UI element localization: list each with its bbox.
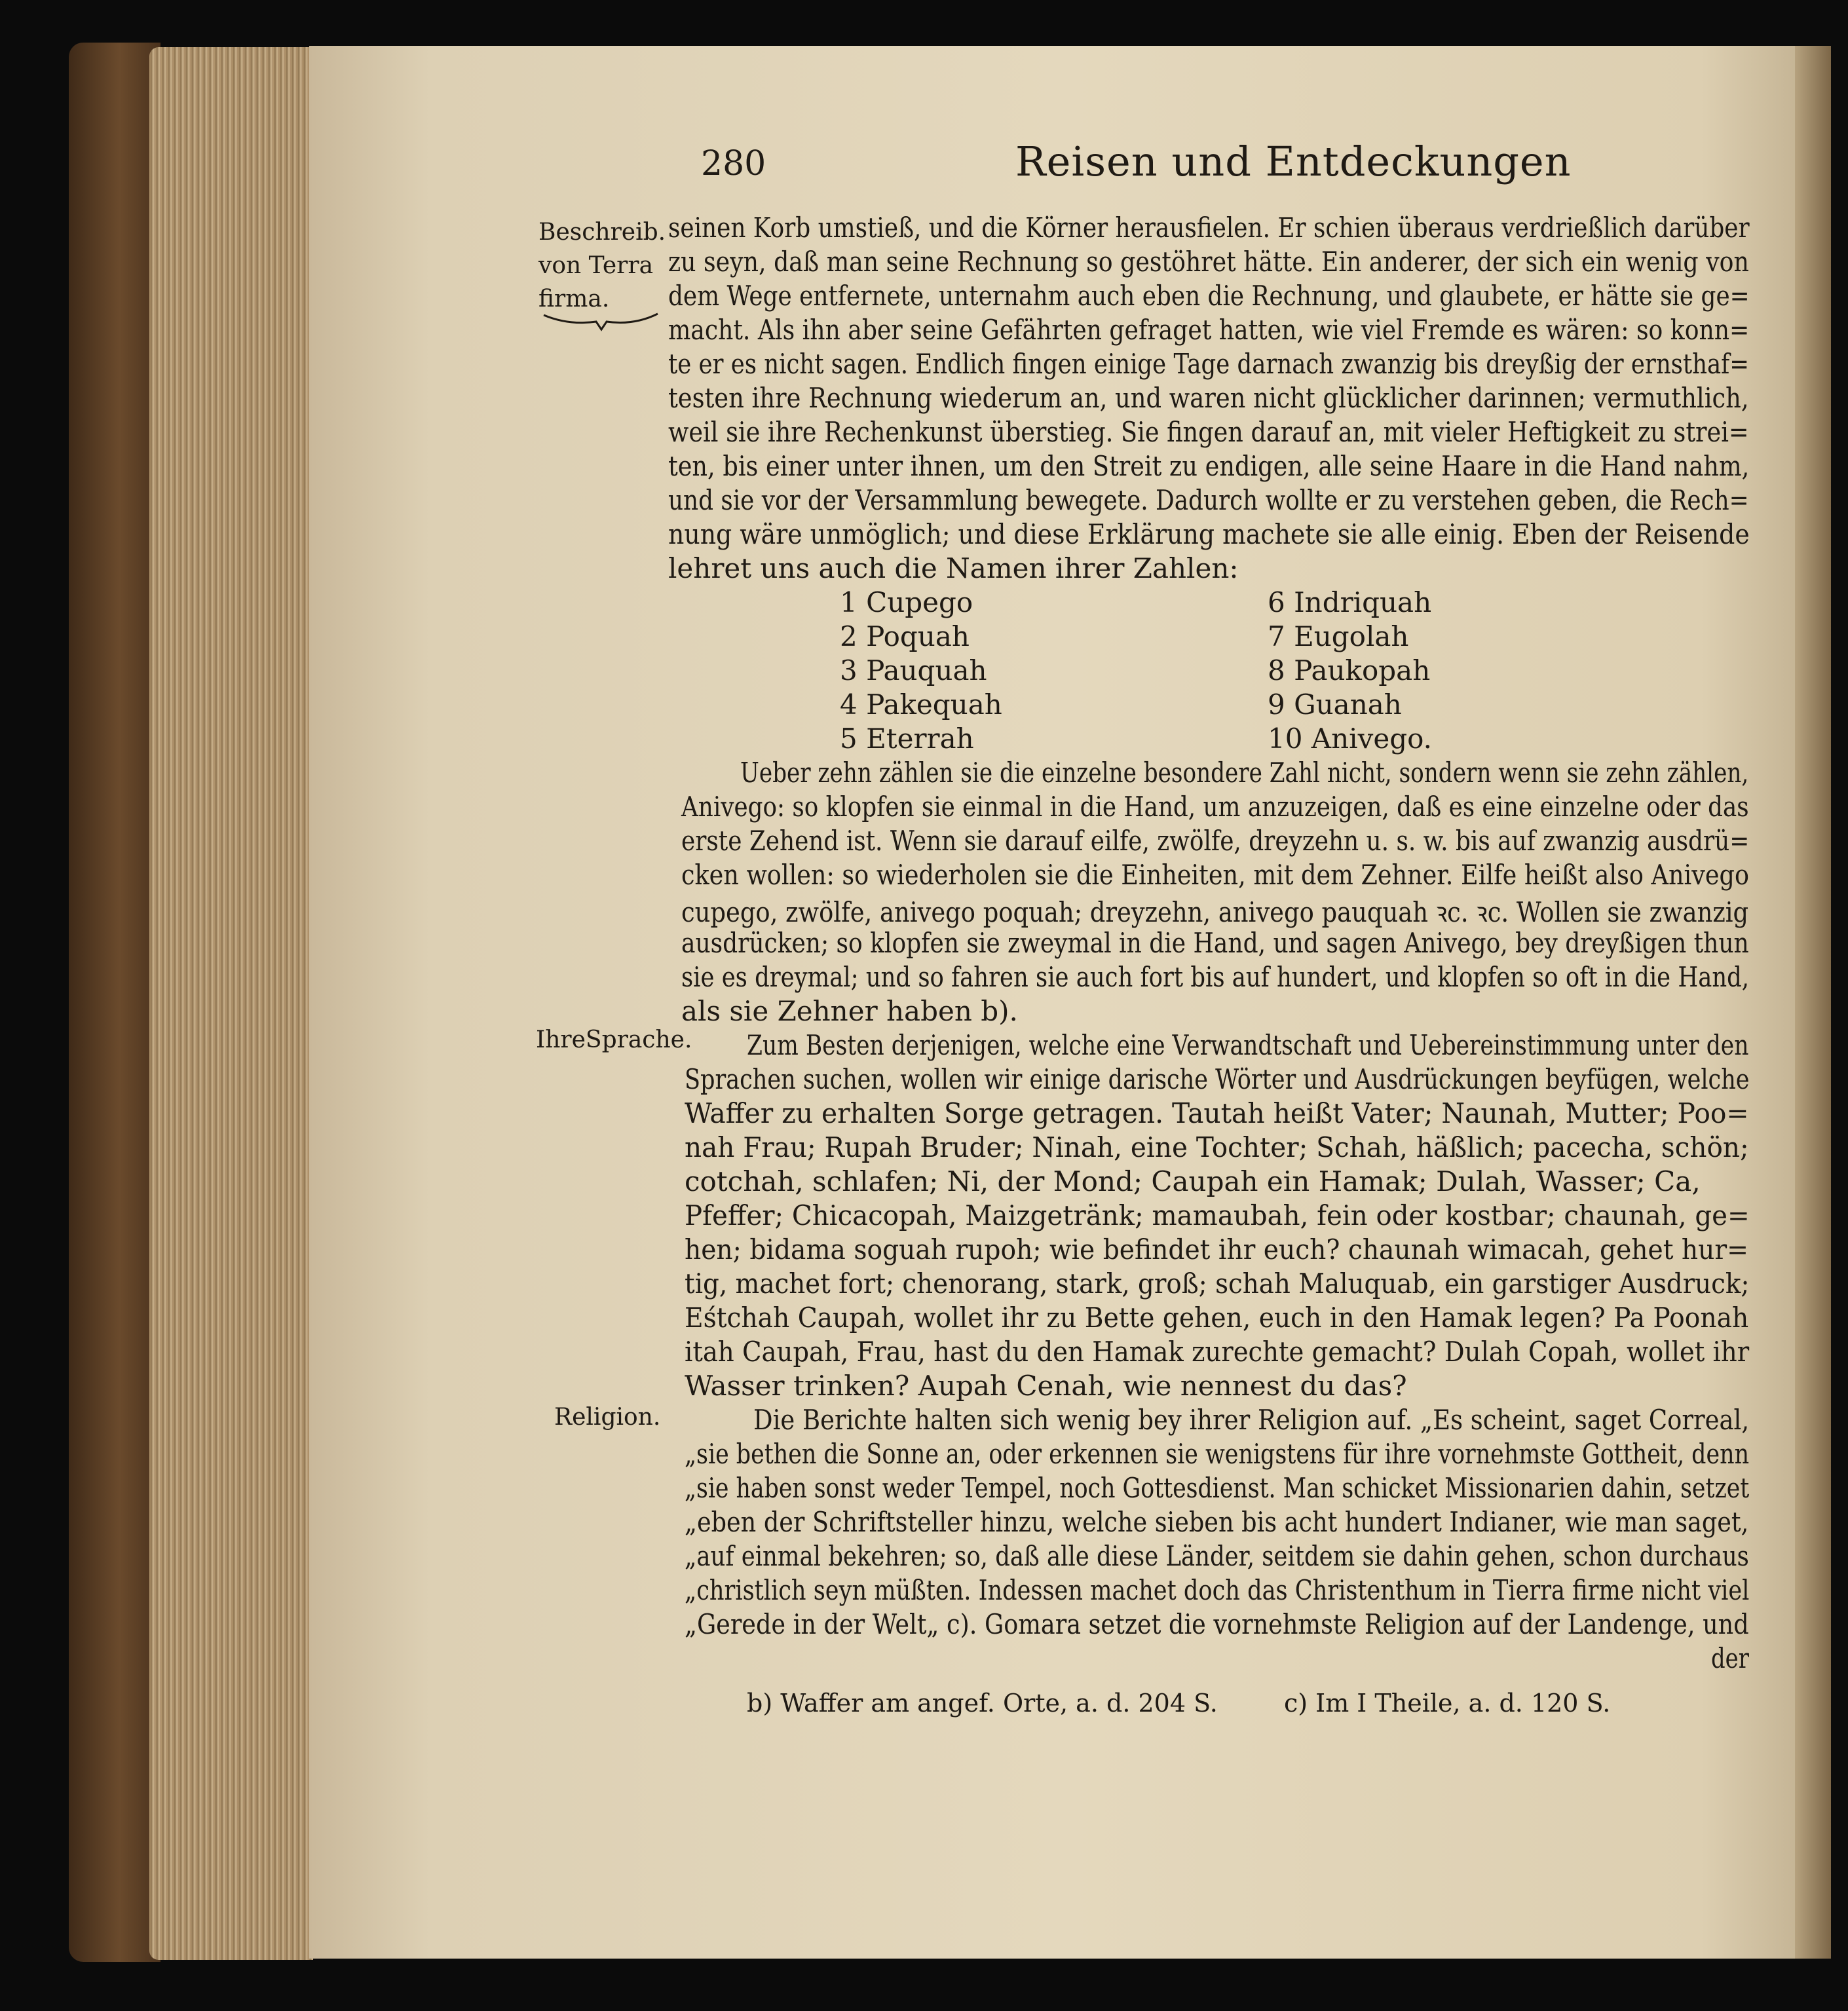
- marginal-note: firma.: [538, 286, 610, 312]
- text-line: dem Wege entfernete, unternahm auch eben die Rechnung, und glaubete, er hätte sie ge=: [668, 280, 1750, 312]
- text-line: tig, machet fort; chenorang, stark, groß; schah Maluquab, ein garstiger Ausdruck;: [685, 1268, 1750, 1300]
- text-line: Wasser trinken? Aupah Cenah, wie nennest du das?: [685, 1370, 1407, 1402]
- page-edges: [149, 47, 313, 1960]
- marginal-note: Beschreib.: [538, 219, 666, 246]
- text-line: testen ihre Rechnung wiederum an, und waren nicht glücklicher darinnen; vermuthlich,: [668, 382, 1749, 414]
- number-entry: 2 Poquah: [840, 620, 970, 652]
- text-line: Sprachen suchen, wollen wir einige darische Wörter und Ausdrückungen beyfügen, welche: [685, 1063, 1750, 1095]
- marginal-note: IhreSprache.: [536, 1026, 692, 1053]
- text-line: hen; bidama soguah rupoh; wie befindet ihr euch? chaunah wimacah, gehet hur=: [685, 1233, 1748, 1266]
- text-line: cupego, zwölfe, anivego poquah; dreyzehn, anivego pauquah ꝛc. ꝛc. Wollen sie zwanzig: [681, 896, 1749, 928]
- text-line: Eśtchah Caupah, wollet ihr zu Bette gehen, euch in den Hamak legen? Pa Poonah: [685, 1302, 1749, 1334]
- number-entry: 8 Paukopah: [1268, 654, 1431, 686]
- text-line: weil sie ihre Rechenkunst überstieg. Sie fingen darauf an, mit vieler Heftigkeit zu strei=: [668, 416, 1749, 448]
- page-gutter: [1795, 46, 1831, 1959]
- text-line: als sie Zehner haben b).: [681, 995, 1018, 1027]
- number-entry: 5 Eterrah: [840, 723, 974, 755]
- text-line: „sie bethen die Sonne an, oder erkennen sie wenigstens für ihre vornehmste Gottheit, denn: [685, 1438, 1750, 1470]
- text-line: sie es dreymal; und so fahren sie auch fort bis auf hundert, und klopfen so oft in die Hand,: [681, 961, 1750, 993]
- text-line: Pfeffer; Chicacopah, Maizgetränk; mamaubah, fein oder kostbar; chaunah, ge=: [685, 1199, 1750, 1231]
- text-line: ausdrücken; so klopfen sie zweymal in die Hand, und sagen Anivego, bey dreyßigen thun: [681, 927, 1749, 959]
- brace-ornament: [542, 311, 659, 332]
- text-line: Waffer zu erhalten Sorge getragen. Tautah heißt Vater; Naunah, Mutter; Poo=: [685, 1097, 1749, 1129]
- number-entry: 1 Cupego: [840, 586, 973, 618]
- running-title: Reisen und Entdeckungen: [1015, 138, 1572, 185]
- text-line: „sie haben sonst weder Tempel, noch Gottesdienst. Man schicket Missionarien dahin, setzet: [685, 1472, 1750, 1504]
- catchword: der: [1711, 1642, 1749, 1674]
- text-line: „Gerede in der Welt„ c). Gomara setzet die vornehmste Religion auf der Landenge, und: [685, 1608, 1749, 1640]
- text-line: Zum Besten derjenigen, welche eine Verwandtschaft und Uebereinstimmung unter den: [747, 1029, 1749, 1061]
- number-entry: 6 Indriquah: [1268, 586, 1432, 618]
- text-line: Die Berichte halten sich wenig bey ihrer Religion auf. „Es scheint, saget Correal,: [753, 1404, 1750, 1436]
- text-line: zu seyn, daß man seine Rechnung so gestöhret hätte. Ein anderer, der sich ein wenig von: [668, 246, 1749, 278]
- text-line: te er es nicht sagen. Endlich fingen einige Tage darnach zwanzig bis dreyßig der ernsthaf=: [668, 348, 1750, 380]
- text-line: nung wäre unmöglich; und diese Erklärung machete sie alle einig. Eben der Reisende: [668, 518, 1750, 550]
- text-line: nah Frau; Rupah Bruder; Ninah, eine Tochter; Schah, häßlich; pacecha, schön;: [685, 1131, 1749, 1163]
- text-line: cken wollen: so wiederholen sie die Einheiten, mit dem Zehner. Eilfe heißt also Anivego: [681, 859, 1749, 891]
- number-entry: 7 Eugolah: [1268, 620, 1409, 652]
- text-line: cotchah, schlafen; Ni, der Mond; Caupah ein Hamak; Dulah, Wasser; Ca,: [685, 1165, 1701, 1197]
- footnote-b: b) Waffer am angef. Orte, a. d. 204 S.: [747, 1689, 1218, 1718]
- book-cover-edge: [69, 43, 160, 1962]
- footnote-c: c) Im I Theile, a. d. 120 S.: [1284, 1689, 1611, 1718]
- number-entry: 3 Pauquah: [840, 654, 987, 686]
- text-line: Anivego: so klopfen sie einmal in die Hand, um anzuzeigen, daß es eine einzelne oder das: [681, 791, 1749, 823]
- marginal-note: Religion.: [554, 1404, 661, 1431]
- text-line: lehret uns auch die Namen ihrer Zahlen:: [668, 552, 1239, 584]
- number-entry: 9 Guanah: [1268, 688, 1402, 721]
- text-line: „eben der Schriftsteller hinzu, welche sieben bis acht hundert Indianer, wie man saget,: [685, 1506, 1749, 1538]
- number-entry: 10 Anivego.: [1268, 723, 1432, 755]
- text-line: „christlich seyn müßten. Indessen machet doch das Christenthum in Tierra firme nicht viel: [685, 1574, 1750, 1606]
- text-line: macht. Als ihn aber seine Gefährten gefraget hatten, wie viel Fremde es wären: so konn=: [668, 314, 1750, 346]
- text-line: ten, bis einer unter ihnen, um den Streit zu endigen, alle seine Haare in die Hand nahm,: [668, 450, 1750, 482]
- text-line: „auf einmal bekehren; so, daß alle diese Länder, seitdem sie dahin gehen, schon durchaus: [685, 1540, 1749, 1572]
- text-line: itah Caupah, Frau, hast du den Hamak zurechte gemacht? Dulah Copah, wollet ihr: [685, 1336, 1750, 1368]
- marginal-note: von Terra: [538, 252, 654, 279]
- text-line: Ueber zehn zählen sie die einzelne besondere Zahl nicht, sondern wenn sie zehn zählen,: [740, 757, 1749, 789]
- page-number: 280: [701, 144, 766, 183]
- text-line: erste Zehend ist. Wenn sie darauf eilfe, zwölfe, dreyzehn u. s. w. bis auf zwanzig ausdrü=: [681, 825, 1750, 857]
- text-line: seinen Korb umstieß, und die Körner herausfielen. Er schien überaus verdrießlich darüber: [668, 212, 1750, 244]
- number-entry: 4 Pakequah: [840, 688, 1002, 721]
- text-line: und sie vor der Versammlung bewegete. Dadurch wollte er zu verstehen geben, die Rech=: [668, 484, 1749, 516]
